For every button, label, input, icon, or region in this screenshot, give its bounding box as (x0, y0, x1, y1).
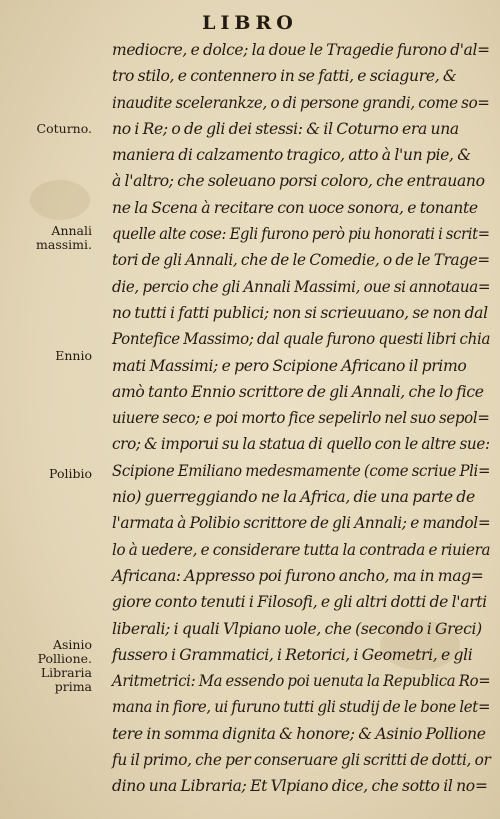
marginal-note-line: Polibio (49, 466, 92, 481)
text-line: tro stilo, e contennero in se fatti, e sciagure, & (112, 67, 457, 86)
marginal-note-line: Coturno. (36, 121, 92, 136)
marginal-note-line: Libraria (40, 665, 92, 680)
text-line: quelle alte cose: Egli furono però piu honorati i scrit= (112, 225, 490, 244)
marginal-note-line: Asinio (52, 637, 92, 652)
text-line: fussero i Grammatici, i Retorici, i Geometri, e gli (112, 645, 473, 664)
text-line: tori de gli Annali, che de le Comedie, o de le Trage= (112, 251, 490, 270)
marginal-note-coturno (0, 122, 96, 136)
text-line: giore conto tenuti i Filosofi, e gli altri dotti de l'arti (112, 593, 487, 612)
text-line: mana in fiore, ui furuno tutti gli studij de le bone let= (112, 698, 491, 717)
text-line: mati Massimi; e pero Scipione Africano il primo (112, 356, 467, 375)
text-line: lo à uedere, e considerare tutta la contrada e riuiera (112, 540, 491, 559)
text-line: amò tanto Ennio scrittore de gli Annali, che lo fice (112, 382, 484, 401)
marginal-note-polibio (0, 467, 96, 481)
text-line: nio) guerreggiando ne la Africa, die una parte de (112, 488, 475, 507)
marginal-note-line: Ennio (55, 348, 92, 363)
marginal-note-line: Pollione. (37, 651, 92, 666)
text-line: uiuere seco; e poi morto fice sepelirlo nel suo sepol= (112, 409, 490, 428)
marginal-note-line: Annali (51, 223, 92, 238)
text-line: tere in somma dignita & honore; & Asinio Pollione (112, 724, 486, 743)
text-line: inaudite scelerankze, o di persone grandi, come so= (112, 93, 490, 112)
text-line: mediocre, e dolce; la doue le Tragedie furono d'al= (112, 41, 490, 59)
text-line: à l'altro; che soleuano porsi coloro, che entrauano (112, 172, 485, 191)
marginal-note-asinio-pollione (0, 638, 96, 694)
text-line: die, percio che gli Annali Massimi, oue si annotaua= (112, 277, 491, 296)
text-line: Africana: Appresso poi furono ancho, ma in mag= (112, 566, 484, 585)
text-line: ne la Scena à recitare con uoce sonora, e tonante (112, 198, 478, 217)
marginal-note-ennio (0, 349, 96, 363)
marginal-note-annali-massimi (0, 224, 96, 252)
text-line: no tutti i fatti publici; non si scrieuuano, se non dal (112, 303, 488, 322)
text-line: no i Re; o de gli dei stessi: & il Coturno era una (112, 119, 459, 138)
body-text (112, 37, 491, 800)
text-line: liberali; i quali Vlpiano uole, che (secondo i Greci) (112, 619, 482, 638)
text-line: Scipione Emiliano medesmamente (come scriue Pli= (112, 461, 491, 480)
running-head: LIBRO (202, 12, 298, 34)
text-line: dino una Libraria; Et Vlpiano dice, che sotto il no= (112, 777, 488, 796)
text-line: l'armata à Polibio scrittore de gli Annali; e mandol= (112, 514, 491, 533)
marginal-note-line: massimi. (36, 237, 92, 252)
text-line: maniera di calzamento tragico, atto à l'un pie, & (112, 146, 471, 165)
text-line: Pontefice Massimo; dal quale furono questi libri chia (112, 330, 491, 349)
text-line: fu il primo, che per conseruare gli scritti de dotti, or (112, 751, 491, 770)
text-line: Aritmetrici: Ma essendo poi uenuta la Republica Ro= (112, 672, 491, 691)
text-line: cro; & imporui su la statua di quello con le altre sue: (112, 435, 490, 454)
marginal-note-line: prima (54, 679, 92, 694)
